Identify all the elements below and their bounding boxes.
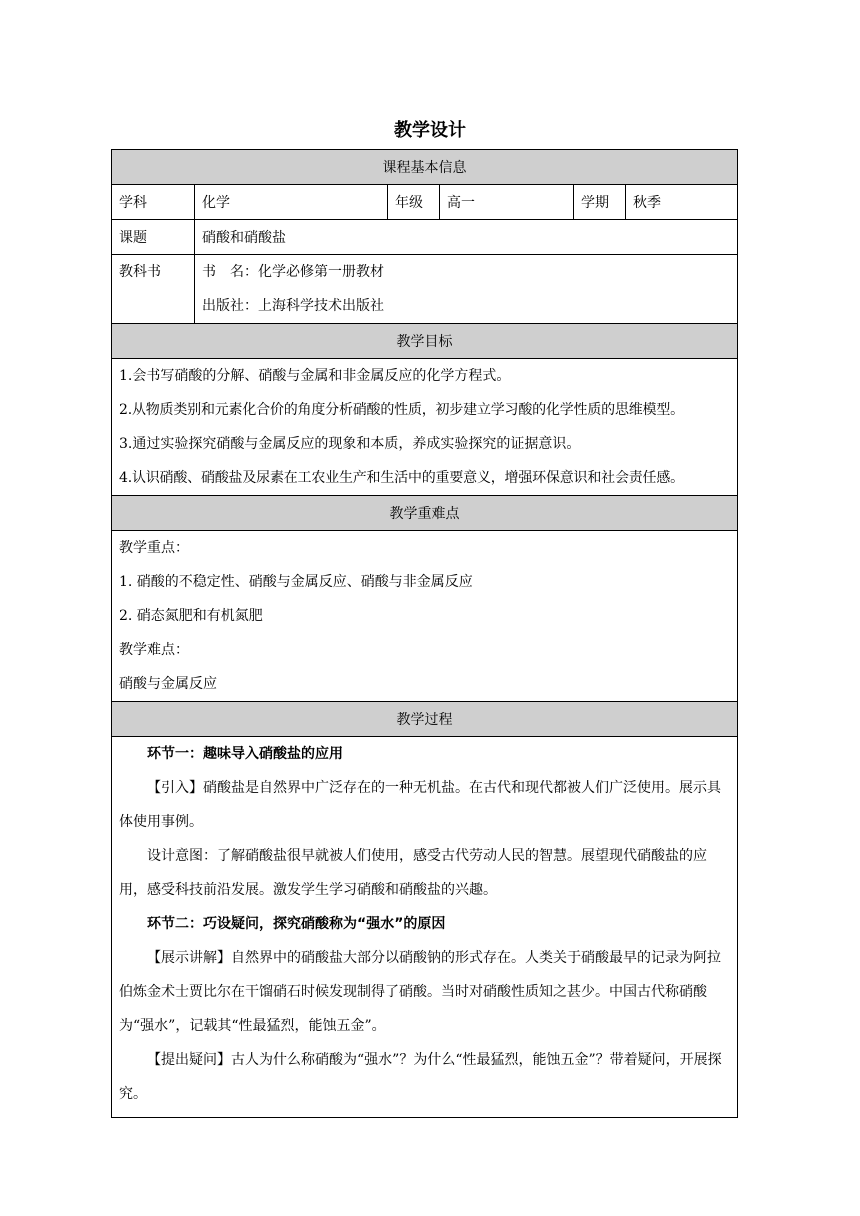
lesson-plan-table	[111, 149, 738, 1118]
focus-item: 1. 硝酸的不稳定性、硝酸与金属反应、硝酸与非金属反应	[119, 574, 473, 590]
section-title: 环节二：巧设疑问，探究硝酸称为“强水”的原因	[147, 916, 446, 932]
subject-value: 化学	[195, 185, 388, 220]
section-paragraph: 设计意图：了解硝酸盐很早就被人们使用，感受古代劳动人民的智慧。展望现代硝酸盐的应用，感受科技前沿发展。激发学生学习硝酸和硝酸盐的兴趣。	[119, 848, 707, 898]
publisher-line: 出版社：上海科学技术出版社	[202, 298, 384, 314]
process-row	[112, 737, 738, 1118]
term-label: 学期	[574, 185, 626, 220]
objectives-row	[112, 359, 738, 496]
section-paragraph: 【提出疑问】古人为什么称硝酸为“强水”？为什么“性最猛烈，能蚀五金”？带着疑问，开展探究。	[119, 1052, 722, 1102]
key-points-header: 教学重难点	[112, 496, 738, 531]
course-info-row	[112, 185, 738, 220]
course-info-header: 课程基本信息	[112, 150, 738, 185]
document-title: 教学设计	[394, 120, 466, 141]
textbook-row	[112, 255, 738, 324]
objective-item: 1.会书写硝酸的分解、硝酸与金属和非金属反应的化学方程式。	[119, 368, 511, 384]
topic-label: 课题	[112, 220, 195, 255]
topic-row	[112, 220, 738, 255]
focus-item: 2. 硝态氮肥和有机氮肥	[119, 608, 263, 624]
section-paragraph: 【引入】硝酸盐是自然界中广泛存在的一种无机盐。在古代和现代都被人们广泛使用。展示具体使用事例。	[119, 780, 721, 830]
objective-item: 3.通过实验探究硝酸与金属反应的现象和本质，养成实验探究的证据意识。	[119, 436, 581, 452]
book-name-line: 书 名：化学必修第一册教材	[202, 264, 384, 280]
section-paragraph: 【展示讲解】自然界中的硝酸盐大部分以硝酸钠的形式存在。人类关于硝酸最早的记录为阿拉伯炼金术士贾比尔在干馏硝石时候发现制得了硝酸。当时对硝酸性质知之甚少。中国古代称硝酸为“强水”，记载其“性最猛烈，能蚀五金”。	[119, 950, 721, 1034]
key-points-row	[112, 531, 738, 702]
subject-label: 学科	[112, 185, 195, 220]
process-header: 教学过程	[112, 702, 738, 737]
difficulty-label: 教学难点：	[119, 642, 189, 658]
objective-item: 2.从物质类别和元素化合价的角度分析硝酸的性质，初步建立学习酸的化学性质的思维模型。	[119, 402, 684, 418]
difficulty-value: 硝酸与金属反应	[119, 676, 217, 692]
term-value: 秋季	[626, 185, 738, 220]
objective-item: 4.认识硝酸、硝酸盐及尿素在工农业生产和生活中的重要意义，增强环保意识和社会责任感。	[119, 470, 684, 486]
grade-label: 年级	[388, 185, 440, 220]
objectives-header: 教学目标	[112, 324, 738, 359]
grade-value: 高一	[440, 185, 574, 220]
topic-value: 硝酸和硝酸盐	[195, 220, 738, 255]
section-title: 环节一：趣味导入硝酸盐的应用	[147, 746, 343, 762]
focus-label: 教学重点：	[119, 540, 189, 556]
textbook-label: 教科书	[119, 264, 161, 280]
